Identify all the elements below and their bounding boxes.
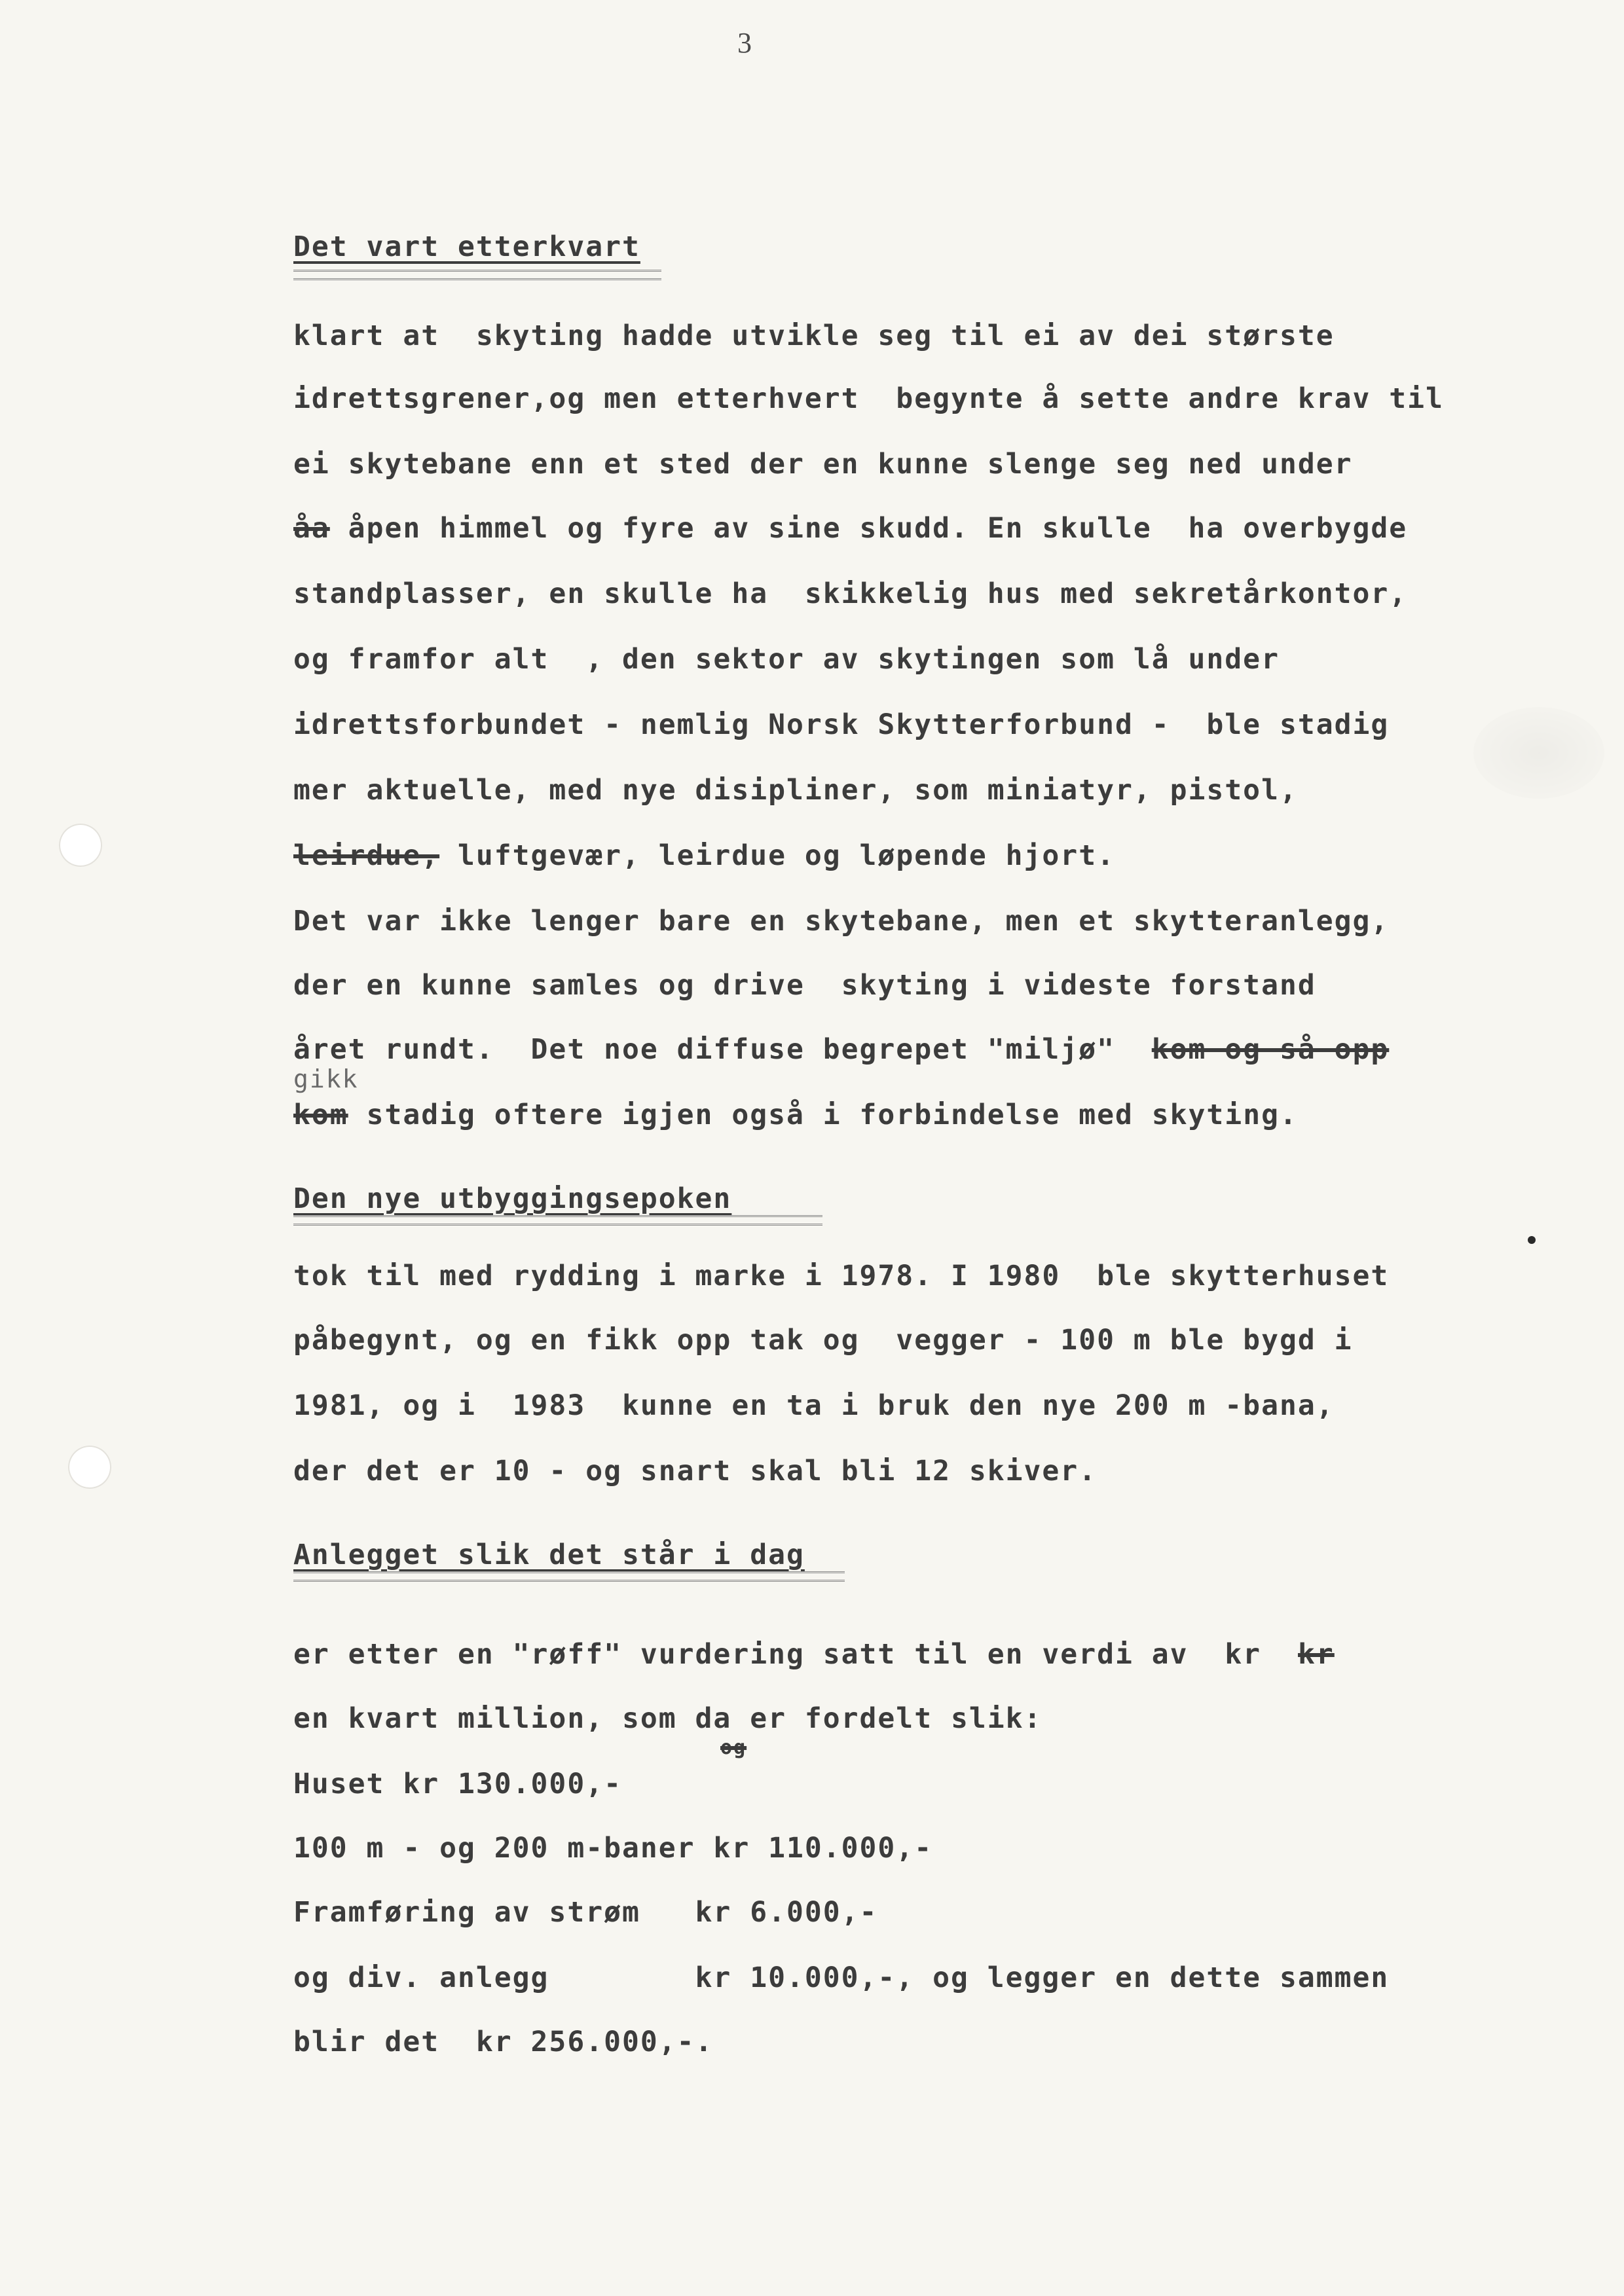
struck-word-og: og — [720, 1736, 747, 1759]
paper-smudge — [1473, 707, 1604, 799]
body-line: der en kunne samles og drive skyting i videste forstand — [293, 969, 1316, 1002]
section-heading: Den nye utbyggingsepoken — [293, 1182, 732, 1215]
body-line: er etter en "røff" vurdering satt til en verdi av kr — [293, 1638, 1262, 1671]
body-line: 1981, og i 1983 kunne en ta i bruk den nye 200 m -bana, — [293, 1389, 1335, 1422]
body-line: kom stadig oftere igjen også i forbindelse med skyting. — [293, 1099, 1298, 1131]
body-line: blir det kr 256.000,-. — [293, 2026, 714, 2058]
body-line: tok til med rydding i marke i 1978. I 1980 ble skytterhuset — [293, 1260, 1390, 1292]
ink-dot — [1528, 1236, 1536, 1244]
body-line: 100 m - og 200 m-baner kr 110.000,- — [293, 1832, 933, 1865]
heading-double-underline — [293, 270, 661, 280]
struck-text: kom og så opp — [1151, 1033, 1390, 1066]
struck-text: leirdue, — [293, 839, 440, 872]
body-line: Det var ikke lenger bare en skytebane, men et skytteranlegg, — [293, 905, 1390, 938]
body-line: standplasser, en skulle ha skikkelig hus med sekretårkontor, — [293, 577, 1408, 610]
punch-hole-bottom — [68, 1446, 111, 1489]
body-line: idrettsforbundet - nemlig Norsk Skytterforbund - ble stadig — [293, 708, 1390, 741]
body-line: året rundt. Det noe diffuse begrepet "miljø" kom og så opp — [293, 1033, 1390, 1066]
section-heading: Anlegget slik det står i dag — [293, 1539, 805, 1571]
body-line: Framføring av strøm kr 6.000,- — [293, 1896, 878, 1929]
body-line: og framfor alt , den sektor av skytingen som lå under — [293, 643, 1280, 676]
body-line: leirdue, luftgevær, leirdue og løpende hjort. — [293, 839, 1115, 872]
struck-text: kom — [293, 1099, 348, 1131]
body-line: klart at skyting hadde utvikle seg til ei av dei største — [293, 319, 1335, 352]
body-line: Huset kr 130.000,- — [293, 1768, 622, 1800]
body-line: en kvart million, som da er fordelt slik: — [293, 1702, 1043, 1735]
body-line: der det er 10 - og snart skal bli 12 skiver. — [293, 1455, 1098, 1487]
struck-word-kr: kr — [1298, 1638, 1335, 1671]
inserted-word: gikk — [293, 1065, 359, 1093]
body-line: påbegynt, og en fikk opp tak og vegger - 100 m ble bygd i — [293, 1324, 1353, 1357]
page-number: 3 — [737, 27, 752, 59]
body-line: og div. anlegg kr 10.000,-, og legger en dette sammen — [293, 1961, 1390, 1994]
body-line: mer aktuelle, med nye disipliner, som miniatyr, pistol, — [293, 774, 1298, 807]
section-heading: Det vart etterkvart — [293, 230, 640, 263]
struck-text: åa — [293, 512, 330, 545]
body-line: ei skytebane enn et sted der en kunne slenge seg ned under — [293, 448, 1353, 481]
heading-double-underline — [293, 1215, 822, 1226]
heading-double-underline — [293, 1571, 845, 1582]
body-line: åa åpen himmel og fyre av sine skudd. En skulle ha overbygde — [293, 512, 1408, 545]
punch-hole-top — [59, 824, 102, 867]
body-line: idrettsgrener,og men etterhvert begynte å sette andre krav til — [293, 382, 1444, 415]
